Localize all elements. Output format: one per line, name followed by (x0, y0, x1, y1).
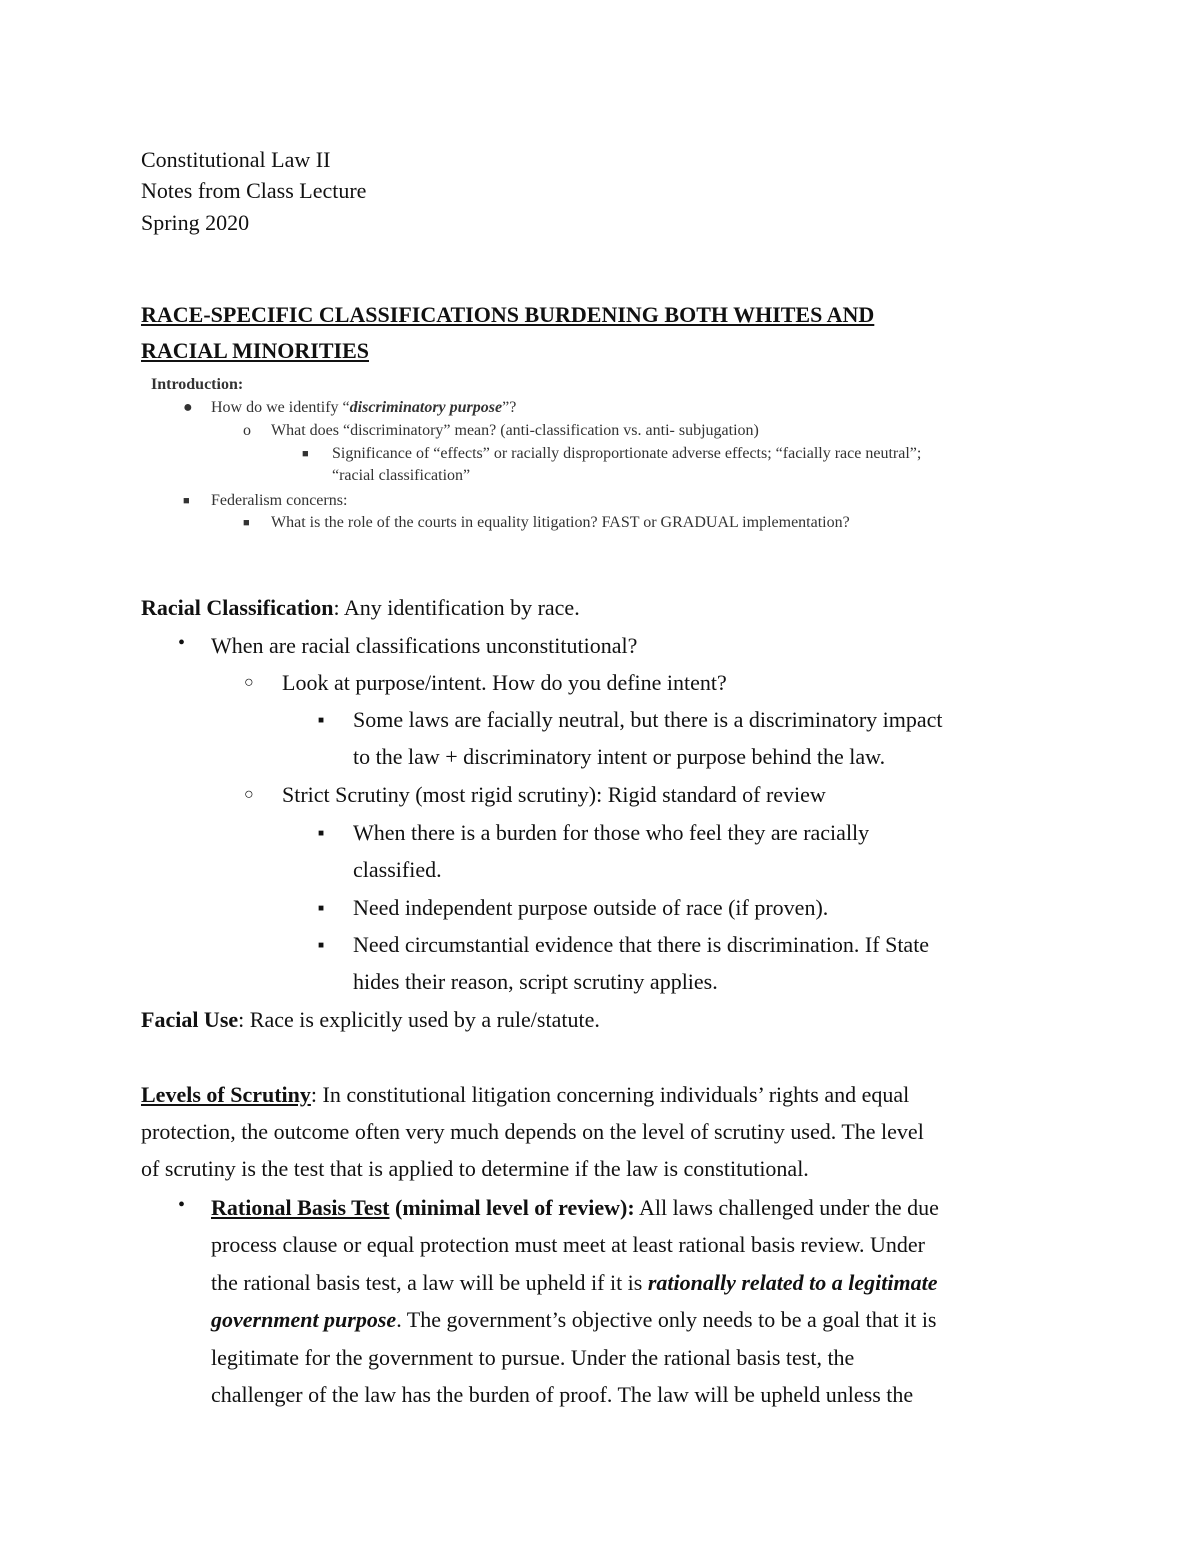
intro-text: Significance of “effects” or racially disproportionate adverse effects; “facially race neutral”; (332, 445, 922, 462)
rational-basis-line-1 (178, 1189, 939, 1226)
body-text: the rational basis test, a law will be upheld if it is (211, 1270, 648, 1295)
intro-subsubitem-effects-cont: “racial classification” (332, 467, 471, 484)
bullet-icon: ● (183, 399, 193, 416)
rational-basis-line-3 (211, 1264, 938, 1301)
rc-strict-item-3 (318, 926, 930, 963)
term-label: Spring 2020 (141, 210, 250, 235)
square-bullet-icon: ■ (183, 495, 190, 507)
rational-basis-line-5: legitimate for the government to pursue. Under the rational basis test, the (211, 1345, 855, 1370)
circle-bullet-icon: ○ (244, 674, 254, 691)
square-bullet-icon: ■ (318, 828, 325, 839)
rc-purpose-detail (318, 701, 943, 738)
emphasis-text: government purpose (211, 1307, 397, 1332)
rc-strict-item-1 (318, 814, 870, 851)
rc-strict-item-2 (318, 889, 829, 926)
body-text: When there is a burden for those who feel they are racially (353, 820, 870, 845)
square-bullet-icon: ■ (302, 448, 309, 460)
body-text: Need circumstantial evidence that there is discrimination. If State (353, 932, 930, 957)
intro-text: ”? (502, 399, 517, 416)
main-heading-line-2: RACIAL MINORITIES (141, 338, 369, 363)
square-bullet-icon: ■ (243, 517, 250, 529)
bullet-icon: • (178, 632, 186, 654)
intro-emphasis: discriminatory purpose (349, 399, 503, 416)
rational-basis-line-2: process clause or equal protection must meet at least rational basis review. Under (211, 1232, 925, 1257)
levels-of-scrutiny-line-1 (141, 1076, 909, 1113)
intro-subitem-courts (243, 512, 850, 534)
bullet-icon: • (178, 1194, 186, 1216)
intro-item-purpose (183, 397, 517, 419)
term-label: Levels of Scrutiny (141, 1082, 311, 1107)
body-text: : In constitutional litigation concerning individuals’ rights and equal (310, 1082, 910, 1107)
body-text: Need independent purpose outside of race (if proven). (353, 895, 829, 920)
lecture-subtitle: Notes from Class Lecture (141, 178, 367, 203)
intro-item-federalism (183, 490, 348, 512)
course-title: Constitutional Law II (141, 147, 331, 172)
term-qualifier: (minimal level of review): (389, 1195, 635, 1220)
body-text: All laws challenged under the due (634, 1195, 939, 1220)
levels-of-scrutiny-line-2: protection, the outcome often very much depends on the level of scrutiny used. The level (141, 1119, 924, 1144)
square-bullet-icon: ■ (318, 903, 325, 914)
body-text: Some laws are facially neutral, but there is a discriminatory impact (353, 707, 943, 732)
rc-strict-item-1-cont: classified. (353, 857, 442, 882)
intro-text: How do we identify “ (211, 399, 350, 416)
definition-text: : Race is explicitly used by a rule/statute. (238, 1007, 600, 1032)
definition-text: : Any identification by race. (333, 595, 580, 620)
racial-classification-definition (141, 589, 580, 626)
levels-of-scrutiny-line-3: of scrutiny is the test that is applied to determine if the law is constitutional. (141, 1156, 809, 1181)
rc-purpose-detail-cont: to the law + discriminatory intent or purpose behind the law. (353, 744, 886, 769)
square-bullet-icon: ■ (318, 940, 325, 951)
term-label: Racial Classification (141, 595, 334, 620)
intro-subsubitem-effects (302, 443, 922, 465)
rc-strict-scrutiny (244, 776, 826, 813)
rc-purpose (244, 664, 727, 701)
intro-subitem-discriminatory (243, 420, 759, 442)
body-text: When are racial classifications unconstitutional? (211, 633, 638, 658)
intro-text: What is the role of the courts in equality litigation? FAST or GRADUAL implementation? (271, 514, 850, 531)
introduction-title: Introduction: (151, 376, 244, 393)
circle-bullet-icon: o (243, 422, 251, 439)
circle-bullet-icon: ○ (244, 786, 254, 803)
term-label: Rational Basis Test (211, 1195, 390, 1220)
rc-strict-item-3-cont: hides their reason, script scrutiny applies. (353, 969, 718, 994)
emphasis-text: rationally related to a legitimate (647, 1270, 938, 1295)
intro-text: What does “discriminatory” mean? (anti-classification vs. anti- subjugation) (271, 422, 759, 439)
body-text: . The government’s objective only needs to be a goal that it is (396, 1307, 937, 1332)
body-text: Strict Scrutiny (most rigid scrutiny): Rigid standard of review (282, 782, 826, 807)
intro-text: Federalism concerns: (211, 492, 348, 509)
square-bullet-icon: ■ (318, 715, 325, 726)
term-label: Facial Use (141, 1007, 239, 1032)
rational-basis-line-4 (211, 1301, 937, 1338)
facial-use-definition (141, 1001, 600, 1038)
rational-basis-line-6: challenger of the law has the burden of proof. The law will be upheld unless the (211, 1382, 914, 1407)
body-text: Look at purpose/intent. How do you define intent? (282, 670, 727, 695)
main-heading-line-1: RACE-SPECIFIC CLASSIFICATIONS BURDENING BOTH WHITES AND (141, 302, 875, 327)
rc-question (178, 627, 638, 664)
